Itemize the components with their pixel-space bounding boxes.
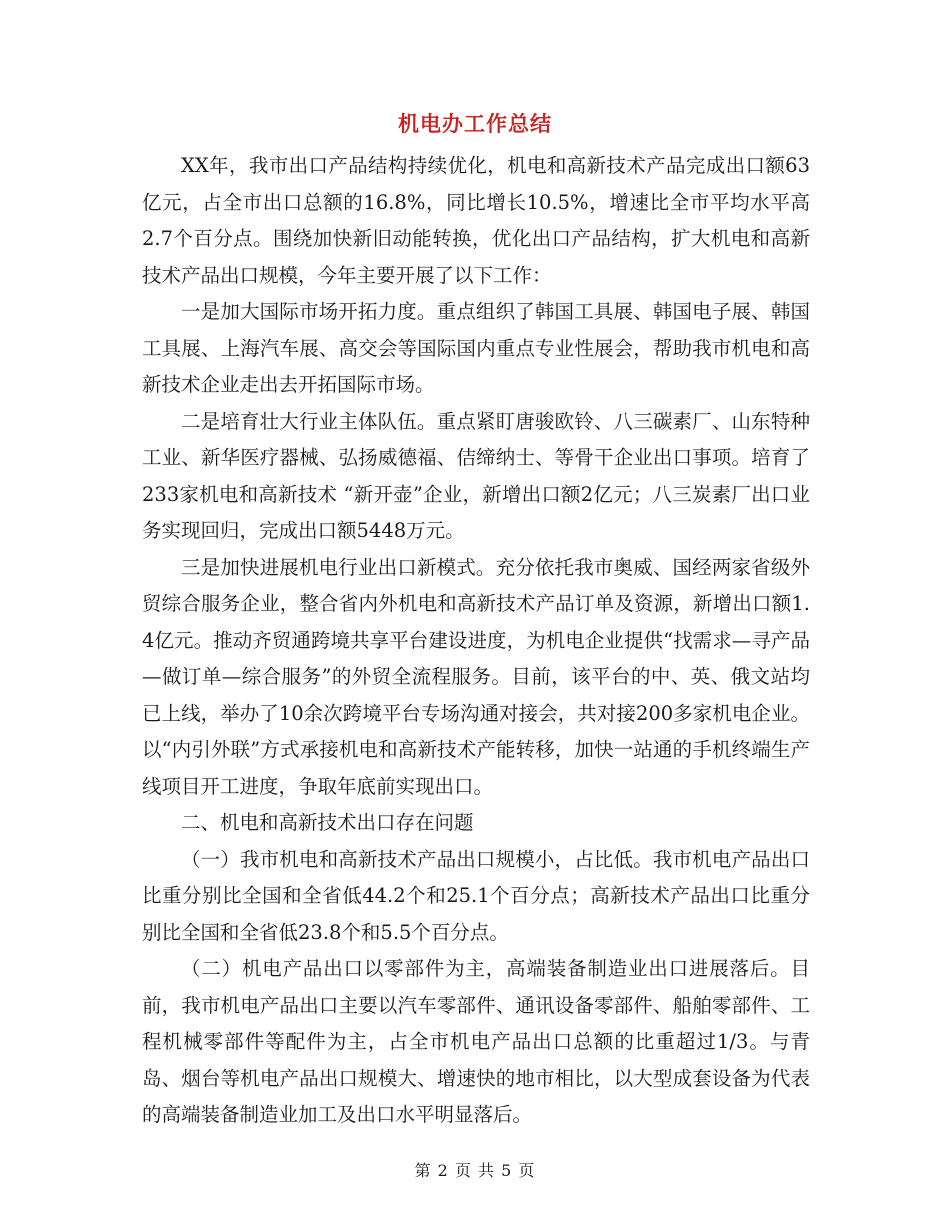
paragraph-item-1: 一是加大国际市场开拓力度。重点组织了韩国工具展、韩国电子展、韩国工具展、上海汽车展、高交会等国际国内重点专业性展会，帮助我市机电和高新技术企业走出去开拓国际市场。 [142, 300, 810, 396]
paragraph-item-2: 二是培育壮大行业主体队伍。重点紧盯唐骏欧铃、八三碳素厂、山东特种工业、新华医疗器械、弘扬威德福、佶缔纳士、等骨干企业出口事项。培育了233家机电和高新技术 “新开壶”企业，新增出口额2亿元；八三炭素厂出口业务实现回归，完成出口额5448万元。 [142, 409, 810, 542]
paragraph-problem-2: （二）机电产品出口以零部件为主，高端装备制造业出口进展落后。目前，我市机电产品出口主要以汽车零部件、通讯设备零部件、船舶零部件、工程机械零部件等配件为主，占全市机电产品出口总额的比重超过1/3。与青岛、烟台等机电产品出口规模大、增速快的地市相比，以大型成套设备为代表的高端装备制造业加工及出口水平明显落后。 [142, 957, 810, 1126]
section-heading-problems: 二、机电和高新技术出口存在问题 [181, 811, 474, 834]
page-number-footer: 第 2 页 共 5 页 [414, 1161, 536, 1180]
paragraph-problem-1: （一）我市机电和高新技术产品出口规模小，占比低。我市机电产品出口比重分别比全国和全省低44.2个和25.1个百分点；高新技术产品出口比重分别比全国和全省低23.8个和5.5个百分点。 [142, 847, 810, 944]
document-body [142, 148, 810, 1134]
paragraph-intro: XX年，我市出口产品结构持续优化，机电和高新技术产品完成出口额63亿元，占全市出口总额的16.8%，同比增长10.5%，增速比全市平均水平高2.7个百分点。围绕加快新旧动能转换，优化出口产品结构，扩大机电和高新技术产品出口规模，今年主要开展了以下工作： [142, 154, 810, 287]
document-title: 机电办工作总结 [398, 112, 552, 136]
paragraph-item-3: 三是加快进展机电行业出口新模式。充分依托我市奥威、国经两家省级外贸综合服务企业，整合省内外机电和高新技术产品订单及资源，新增出口额1.4亿元。推动齐贸通跨境共享平台建设进度，为机电企业提供“找需求—寻产品—做订单—综合服务”的外贸全流程服务。目前，该平台的中、英、俄文站均已上线，举办了10余次跨境平台专场沟通对接会，共对接200多家机电企业。以“内引外联”方式承接机电和高新技术产能转移，加快一站通的手机终端生产线项目开工进度，争取年底前实现出口。 [142, 555, 810, 798]
